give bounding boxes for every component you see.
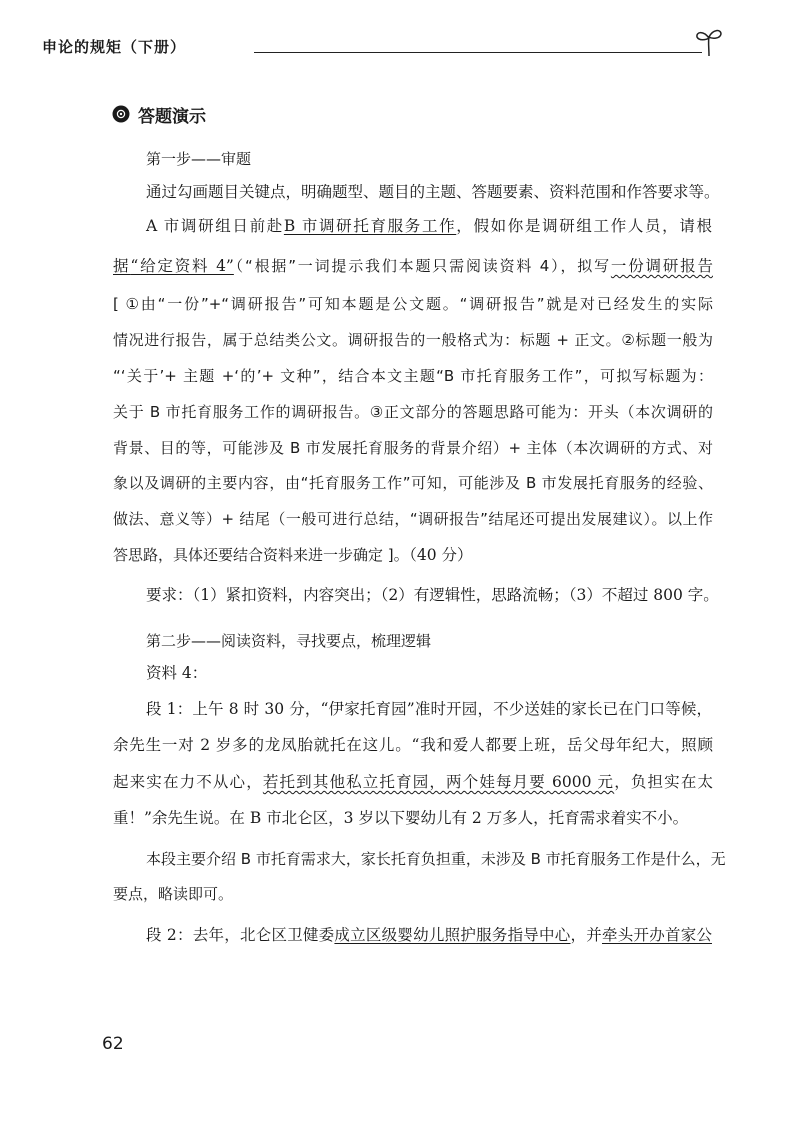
book-title: 申论的规矩（下册） [42,38,187,56]
underlined-action-1: 成立区级婴幼儿照护服务指导中心 [334,926,571,944]
material-label: 资料 4： [146,664,208,682]
underlined-action-2: 牵头开办首家公 [602,926,712,944]
section-title: 答题演示 [138,107,206,127]
analysis-line-1: [ ①由“一份”+“调研报告”可知本题是公文题。“调研报告”就是对已经发生的实际 [113,295,713,313]
wavy-underlined-cost: 若托到其他私立托育园，两个娃每月要 6000 元 [262,773,615,791]
para1-line-2: 余先生一对 2 岁多的龙凤胎就托在这儿。“我和爱人都要上班，岳父母年纪大，照顾 [113,736,713,754]
analysis-line-8: 答思路，具体还要结合资料来进一步确定 ]。（40 分） [113,546,473,564]
page-number: 62 [102,1034,124,1054]
para1-line-3: 起来实在力不从心，若托到其他私立托育园，两个娃每月要 6000 元，负担实在太 [113,773,713,791]
step1-heading: 第一步——审题 [146,150,252,168]
para2-line-1: 段 2：去年，北仑区卫健委成立区级婴幼儿照护服务指导中心，并牵头开办首家公 [146,926,712,944]
sprout-icon [694,26,724,60]
para1-line-4: 重！”余先生说。在 B 市北仑区，3 岁以下婴幼儿有 2 万多人，托育需求着实不小。 [113,809,689,827]
note1-line-1: 本段主要介绍 B 市托育需求大，家长托育负担重，未涉及 B 市托育服务工作是什么，无 [146,850,726,868]
analysis-line-7: 做法、意义等）+ 结尾（一般可进行总结，“调研报告”结尾还可提出发展建议）。以上作 [113,510,713,528]
step2-heading: 第二步——阅读资料，寻找要点，梳理逻辑 [146,632,432,650]
question-line-1: A 市调研组日前赴B 市调研托育服务工作，假如你是调研组工作人员，请根 [146,217,712,235]
running-header [42,26,718,60]
analysis-line-6: 象以及调研的主要内容，由“托育服务工作”可知，可能涉及 B 市发展托育服务的经验、 [113,474,713,492]
step1-intro: 通过勾画题目关键点，明确题型、题目的主题、答题要素、资料范围和作答要求等。 [146,183,720,201]
requirement: 要求：（1）紧扣资料，内容突出；（2）有逻辑性，思路流畅；（3）不超过 800 字。 [146,586,719,604]
header-rule [254,52,702,53]
note1-line-2: 要点，略读即可。 [113,885,234,903]
analysis-line-2: 情况进行报告，属于总结类公文。调研报告的一般格式为：标题 + 正文。②标题一般为 [113,331,713,349]
underlined-material: “给定资料 4” [130,257,234,275]
question-line-2: 据“给定资料 4”（“根据”一词提示我们本题只需阅读资料 4），拟写一份调研报告 [113,257,713,275]
analysis-line-4: 关于 B 市托育服务工作的调研报告。③正文部分的答题思路可能为：开头（本次调研的 [113,403,713,421]
wavy-underlined-task: 一份调研报告 [610,257,713,275]
analysis-line-5: 背景、目的等，可能涉及 B 市发展托育服务的背景介绍）+ 主体（本次调研的方式、对 [113,439,713,457]
para1-line-1: 段 1：上午 8 时 30 分，“伊家托育园”准时开园，不少送娃的家长已在门口等候， [146,700,712,718]
analysis-line-3: “‘关于’+ 主题 +‘的’+ 文种”，结合本文主题“B 市托育服务工作”，可拟写标题为： [113,367,713,385]
section-bullet-icon [112,105,130,123]
underlined-topic: B 市调研托育服务工作 [283,217,457,235]
